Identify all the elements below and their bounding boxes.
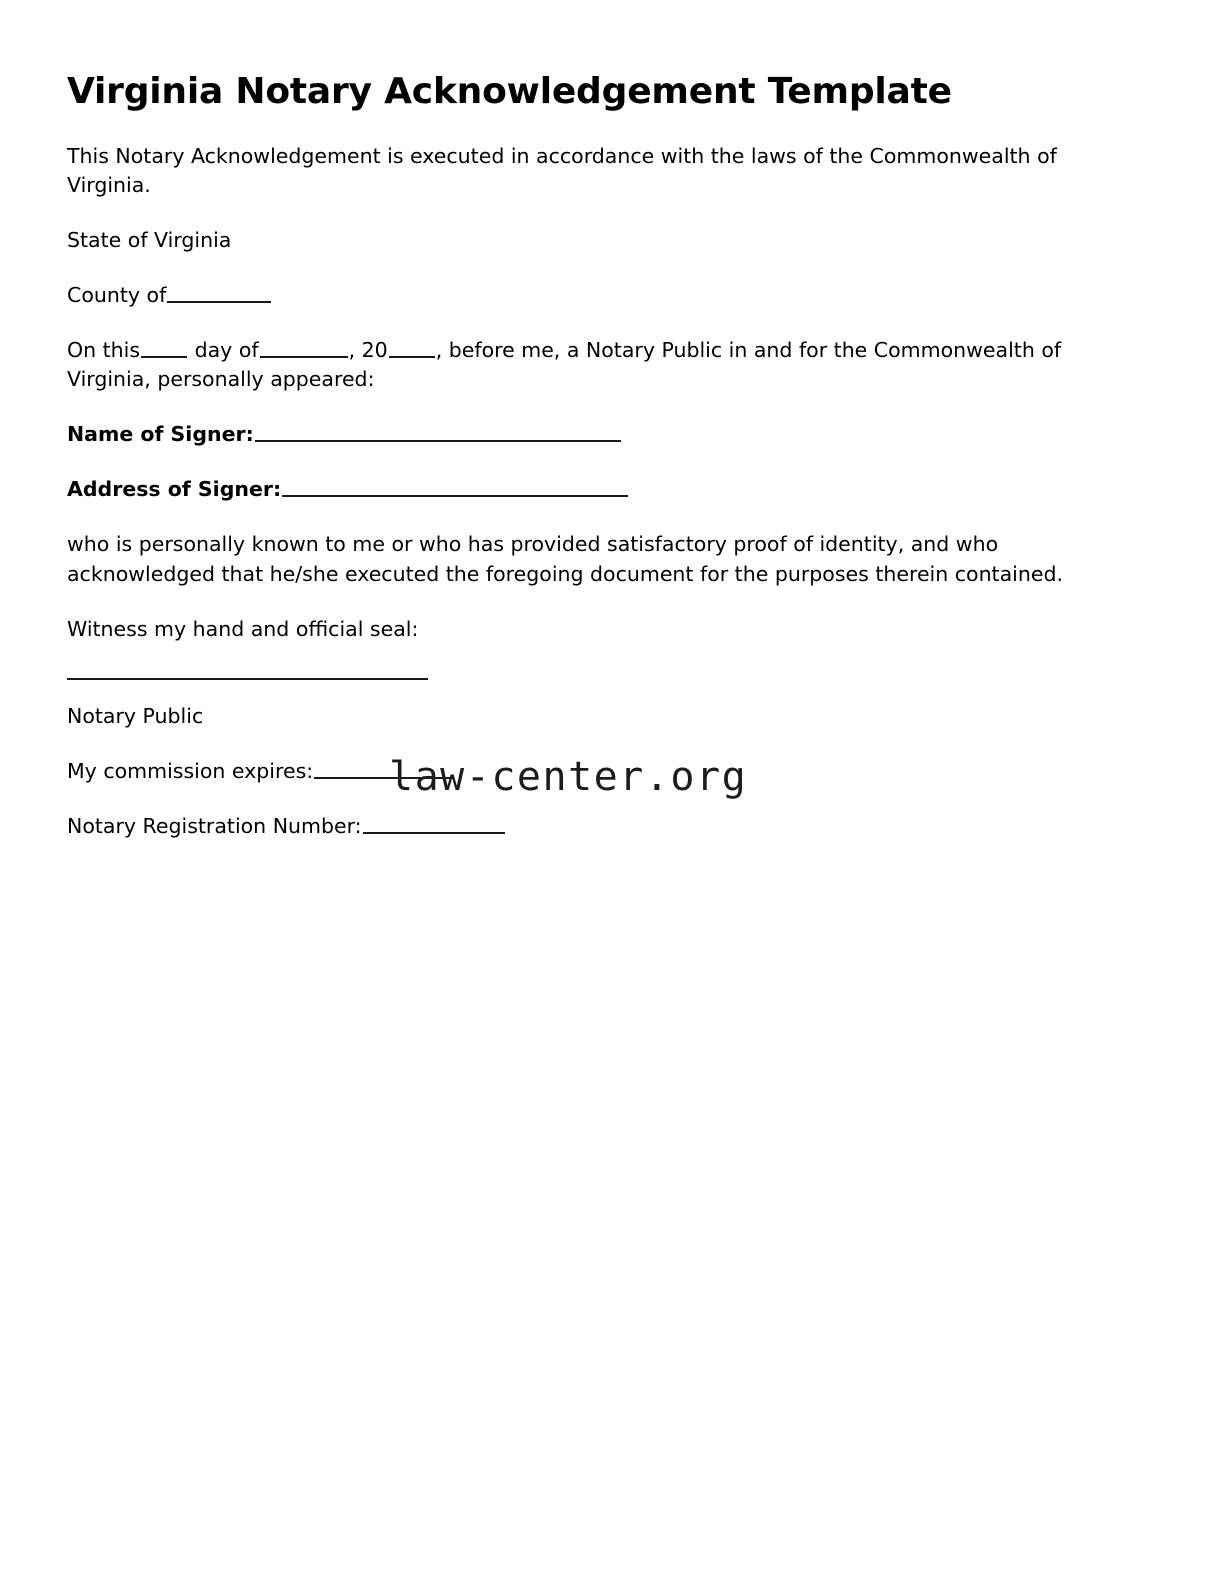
name-of-signer-line xyxy=(67,420,1142,449)
registration-number-blank[interactable] xyxy=(363,813,505,834)
on-this-part4: , before me, a Notary Public in and for the Commonwealth of Virginia, personally appeared: xyxy=(67,338,1062,392)
intro-paragraph-text: This Notary Acknowledgement is executed in accordance with the laws of the Commonwealth of Virginia. xyxy=(67,143,1057,197)
day-blank[interactable] xyxy=(141,337,187,358)
address-of-signer-line xyxy=(67,475,1142,504)
witness-line-text: Witness my hand and official seal: xyxy=(67,616,419,641)
on-this-line xyxy=(67,336,1145,394)
site-watermark: law-center.org xyxy=(389,754,748,800)
witness-line xyxy=(67,615,1142,644)
intro-paragraph xyxy=(67,142,1145,200)
page-title: Virginia Notary Acknowledgement Template xyxy=(67,71,952,112)
month-blank[interactable] xyxy=(260,337,348,358)
year-blank[interactable] xyxy=(389,337,435,358)
commission-expires-line xyxy=(67,757,1142,786)
address-of-signer-blank[interactable] xyxy=(282,477,628,498)
name-of-signer-blank[interactable] xyxy=(255,421,621,442)
acknowledgement-paragraph xyxy=(67,530,1145,588)
commission-expires-label: My commission expires: xyxy=(67,758,314,783)
state-line xyxy=(67,226,1142,255)
notary-public-line xyxy=(67,702,1147,731)
registration-number-line xyxy=(67,812,1142,841)
county-blank[interactable] xyxy=(167,282,271,303)
notary-public-label: Notary Public xyxy=(67,703,204,728)
on-this-part1: On this xyxy=(67,338,141,363)
notary-signature-line[interactable] xyxy=(67,678,428,680)
commission-expires-blank[interactable] xyxy=(314,758,454,779)
address-of-signer-label: Address of Signer: xyxy=(67,477,282,502)
acknowledgement-paragraph-text: who is personally known to me or who has provided satisfactory proof of identity, and who acknowledged that he/she executed the foregoing document for the purposes therein contained. xyxy=(67,532,1063,586)
county-label: County of xyxy=(67,282,167,307)
on-this-part2: day of xyxy=(194,338,259,363)
state-line-text: State of Virginia xyxy=(67,227,232,252)
county-line xyxy=(67,281,1142,310)
document-body xyxy=(67,72,1147,867)
registration-number-label: Notary Registration Number: xyxy=(67,814,362,839)
on-this-part3: , 20 xyxy=(348,338,388,363)
name-of-signer-label: Name of Signer: xyxy=(67,422,254,447)
